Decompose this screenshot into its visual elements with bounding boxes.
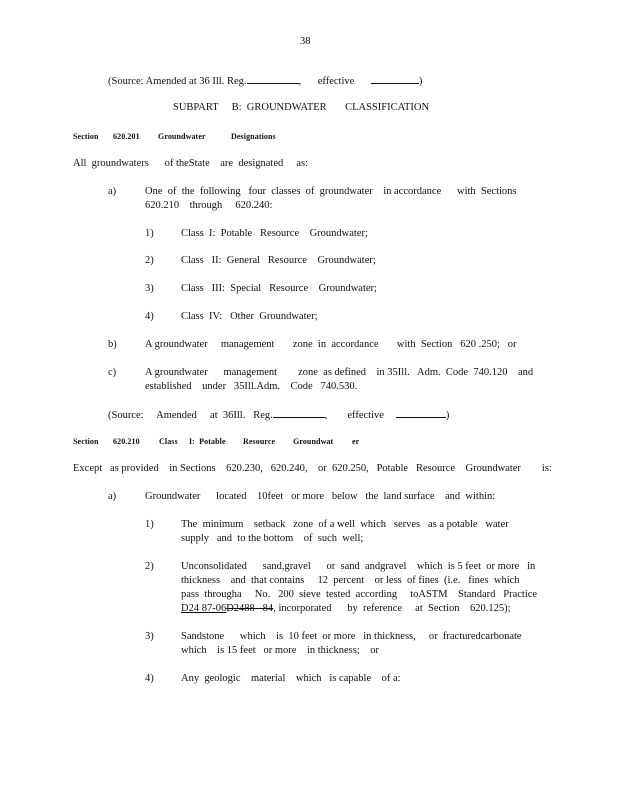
source-note-2-comma: , — [324, 410, 328, 421]
sub-item-2-line4-rest: , incorporated by reference at Section 620.125); — [273, 603, 511, 614]
item-c-label: c) — [108, 367, 117, 378]
item-b-text: A groundwater management zone in accordance with Section 620 .250; or — [145, 339, 517, 350]
section-201-label: Section — [73, 132, 99, 141]
deleted-standard: D2488 84 — [226, 603, 274, 614]
sub-item-2-line1: Unconsolidated sand,gravel or sand andgravel which is 5 feet or more in — [181, 561, 536, 572]
class-2-num: 2) — [145, 255, 154, 266]
item-a-line2: 620.210 through 620.240: — [145, 200, 273, 211]
sub-item-2-num: 2) — [145, 561, 154, 572]
sub-item-3-line2: which is 15 feet or more in thickness; or — [181, 645, 380, 656]
sub-item-4-num: 4) — [145, 673, 154, 684]
section-210-number: 620.210 — [113, 437, 140, 446]
section-210-word5: er — [352, 437, 360, 446]
intro-paragraph-210: Except as provided in Sections 620.230, 620.240, or 620.250, Potable Resource Groundwater is: — [73, 463, 552, 474]
sub-item-3-num: 3) — [145, 631, 154, 642]
item-a-label: a) — [108, 186, 117, 197]
section-201-word1: Groundwater — [158, 132, 206, 141]
sub-item-1-line1: The minimum setback zone of a well which serves as a potable water — [181, 519, 509, 530]
effective-blank — [371, 73, 419, 84]
class-1-num: 1) — [145, 228, 154, 239]
source-note-2-effective: effective — [347, 410, 384, 421]
inserted-standard: D24 87-06 — [181, 603, 227, 614]
source-note-2 — [108, 407, 449, 423]
reg-blank-2 — [273, 407, 325, 418]
section-210-word2: I: Potable — [189, 437, 226, 446]
effective-blank-2 — [396, 407, 446, 418]
class-3-num: 3) — [145, 283, 154, 294]
item-c-line2: established under 35Ill.Adm. Code 740.530. — [145, 381, 358, 392]
sub-item-2-line4 — [181, 602, 511, 616]
sub-item-2-line2: thickness and that contains 12 percent or less of fines (i.e. fines which — [181, 575, 520, 586]
class-1-text: Class I: Potable Resource Groundwater; — [181, 228, 368, 239]
sub-item-1-num: 1) — [145, 519, 154, 530]
sub-item-2-line3: pass througha No. 200 sieve tested according toASTM Standard Practice — [181, 589, 538, 600]
page-number: 38 — [300, 36, 311, 47]
item-a2-label: a) — [108, 491, 117, 502]
intro-paragraph-201: All groundwaters of theState are designated as: — [73, 158, 309, 169]
subpart-heading: SUBPART B: GROUNDWATER CLASSIFICATION — [173, 102, 430, 113]
item-a-line1: One of the following four classes of groundwater in accordance with Sections — [145, 186, 517, 197]
source-note-effective: effective — [317, 76, 355, 87]
section-210-word4: Groundwat — [293, 437, 334, 446]
class-2-text: Class II: General Resource Groundwater; — [181, 255, 376, 266]
section-210-word3: Resource — [243, 437, 276, 446]
source-note-comma: , — [298, 76, 302, 87]
source-note-prefix: (Source: Amended at 36 Ill. Reg. — [108, 76, 247, 87]
section-210-label: Section — [73, 437, 99, 446]
item-c-line1: A groundwater management zone as defined in 35Ill. Adm. Code 740.120 and — [145, 367, 534, 378]
class-4-num: 4) — [145, 311, 154, 322]
sub-item-1-line2: supply and to the bottom of such well; — [181, 533, 364, 544]
sub-item-4-line1: Any geologic material which is capable of a: — [181, 673, 401, 684]
section-210-word1: Class — [159, 437, 178, 446]
sub-item-3-line1: Sandstone which is 10 feet or more in thickness, or fracturedcarbonate — [181, 631, 522, 642]
class-4-text: Class IV: Other Groundwater; — [181, 311, 318, 322]
source-note-2-close: ) — [445, 410, 450, 421]
item-a2-text: Groundwater located 10feet or more below the land surface and within: — [145, 491, 496, 502]
reg-blank — [247, 73, 299, 84]
source-note-2-prefix: (Source: Amended at 36Ill. Reg. — [108, 410, 273, 421]
source-note-1 — [108, 73, 422, 89]
section-201-number: 620.201 — [113, 132, 140, 141]
section-201-word2: Designations — [231, 132, 276, 141]
source-note-close: ) — [418, 76, 423, 87]
class-3-text: Class III: Special Resource Groundwater; — [181, 283, 377, 294]
item-b-label: b) — [108, 339, 117, 350]
